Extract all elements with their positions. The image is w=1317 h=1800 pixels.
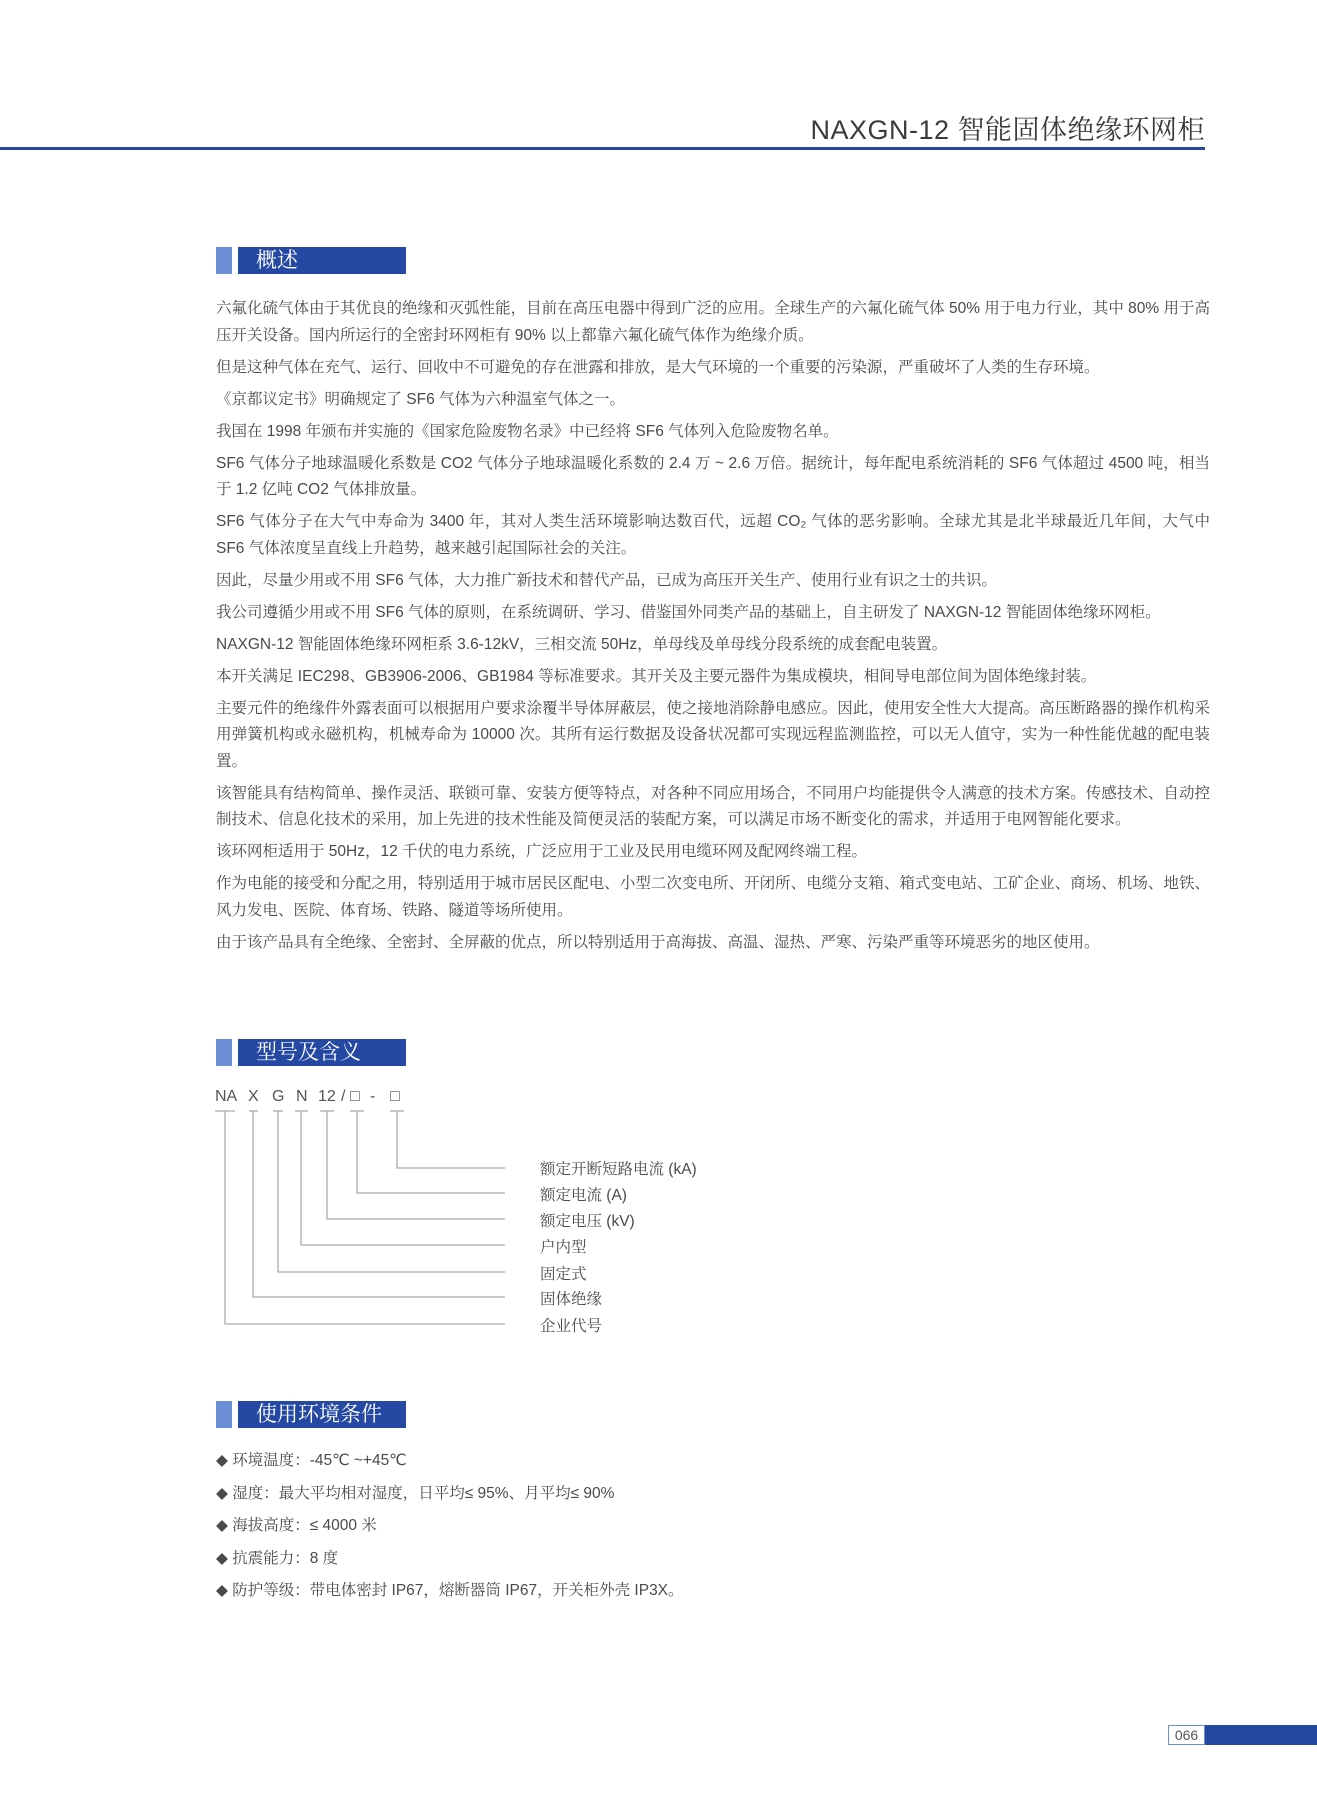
code-label: 额定电压 (kV) <box>540 1213 635 1230</box>
heading-label: 型号及含义 <box>238 1039 406 1066</box>
code-part: □ <box>390 1088 400 1105</box>
paragraph: 《京都议定书》明确规定了 SF6 气体为六种温室气体之一。 <box>216 390 626 408</box>
code-label: 固体绝缘 <box>540 1291 603 1308</box>
code-part: G <box>272 1088 285 1105</box>
paragraph: 该智能具有结构简单、操作灵活、联锁可靠、安装方便等特点，对各种不同应用场合，不同用户均能提供令人满意的技术方案。传感技术、自动控制技术、信息化技术的采用，加上先进的技术性能及简便灵活的装配方案，可以满足市场不断变化的需求，并适用于电网智能化要求。 <box>216 784 1210 828</box>
page-number: 066 <box>1168 1725 1205 1745</box>
code-part: - <box>370 1088 376 1105</box>
code-part: X <box>248 1088 259 1105</box>
paragraph: SF6 气体分子在大气中寿命为 3400 年，其对人类生活环境影响达数百代，远超 CO₂ 气体的恶劣影响。全球尤其是北半球最近几年间，大气中 SF6 气体浓度呈直线上升趋势，越来越引起国际社会的关注。 <box>216 513 1210 557</box>
paragraph: 我公司遵循少用或不用 SF6 气体的原则，在系统调研、学习、借鉴国外同类产品的基础上，自主研发了 NAXGN-12 智能固体绝缘环网柜。 <box>216 603 1161 621</box>
list-item: ◆ 防护等级：带电体密封 IP67，熔断器筒 IP67，开关柜外壳 IP3X。 <box>216 1582 684 1599</box>
paragraph: NAXGN-12 智能固体绝缘环网柜系 3.6-12kV，三相交流 50Hz，单母线及单母线分段系统的成套配电装置。 <box>216 635 948 653</box>
list-item: ◆ 湿度：最大平均相对湿度，日平均≤ 95%、月平均≤ 90% <box>216 1484 615 1502</box>
paragraph: 本开关满足 IEC298、GB3906-2006、GB1984 等标准要求。其开关及主要元器件为集成模块，相间导电部位间为固体绝缘封装。 <box>216 667 1097 685</box>
environment-list <box>216 1448 684 1611</box>
paragraph: 作为电能的接受和分配之用，特别适用于城市居民区配电、小型二次变电所、开闭所、电缆分支箱、箱式变电站、工矿企业、商场、机场、地铁、风力发电、医院、体育场、铁路、隧道等场所使用。 <box>216 875 1210 919</box>
paragraph: SF6 气体分子地球温暖化系数是 CO2 气体分子地球温暖化系数的 2.4 万 ~ 2.6 万倍。据统计，每年配电系统消耗的 SF6 气体超过 4500 吨，相当于 1.2 亿吨 CO2 气体排放量。 <box>216 454 1210 498</box>
heading-label: 概述 <box>238 247 406 274</box>
paragraph: 该环网柜适用于 50Hz，12 千伏的电力系统，广泛应用于工业及民用电缆环网及配网终端工程。 <box>216 843 868 860</box>
code-part: N <box>296 1088 308 1105</box>
code-label: 额定开断短路电流 (kA) <box>540 1161 697 1178</box>
code-part: 12 <box>318 1088 336 1105</box>
paragraph: 因此，尽量少用或不用 SF6 气体，大力推广新技术和替代产品，已成为高压开关生产、使用行业有识之士的共识。 <box>216 571 998 589</box>
list-item: ◆ 抗震能力：8 度 <box>216 1549 339 1567</box>
section-heading-environment <box>216 1401 406 1428</box>
document-title: NAXGN-12 智能固体绝缘环网柜 <box>810 115 1205 145</box>
code-part: NA <box>215 1088 238 1105</box>
paragraph: 由于该产品具有全绝缘、全密封、全屏蔽的优点，所以特别适用于高海拔、高温、湿热、严寒、污染严重等环境恶劣的地区使用。 <box>216 933 1100 951</box>
paragraph: 我国在 1998 年颁布并实施的《国家危险废物名录》中已经将 SF6 气体列入危险废物名单。 <box>216 422 839 440</box>
list-item: ◆ 海拔高度：≤ 4000 米 <box>216 1517 377 1534</box>
footer-bar <box>1205 1725 1317 1745</box>
paragraph: 六氟化硫气体由于其优良的绝缘和灭弧性能，目前在高压电器中得到广泛的应用。全球生产的六氟化硫气体 50% 用于电力行业，其中 80% 用于高压开关设备。国内所运行的全密封环网柜有 90% 以上都靠六氟化硫气体作为绝缘介质。 <box>216 300 1210 344</box>
code-label: 额定电流 (A) <box>540 1187 627 1204</box>
code-label: 固定式 <box>540 1266 587 1283</box>
paragraph: 主要元件的绝缘件外露表面可以根据用户要求涂覆半导体屏蔽层，使之接地消除静电感应。因此，使用安全性大大提高。高压断路器的操作机构采用弹簧机构或永磁机构，机械寿命为 10000 次。其所有运行数据及设备状况都可实现远程监测监控，可以无人值守，实为一种性能优越的配电装置。 <box>216 699 1210 770</box>
code-label: 企业代号 <box>540 1318 603 1335</box>
list-item: ◆ 环境温度：-45℃ ~+45℃ <box>216 1452 407 1469</box>
heading-tab <box>216 1401 232 1428</box>
heading-label: 使用环境条件 <box>238 1401 406 1428</box>
code-part: / <box>341 1088 346 1105</box>
paragraph: 但是这种气体在充气、运行、回收中不可避免的存在泄露和排放，是大气环境的一个重要的污染源，严重破坏了人类的生存环境。 <box>216 358 1100 376</box>
code-label: 户内型 <box>540 1239 587 1256</box>
code-part: □ <box>350 1088 360 1105</box>
